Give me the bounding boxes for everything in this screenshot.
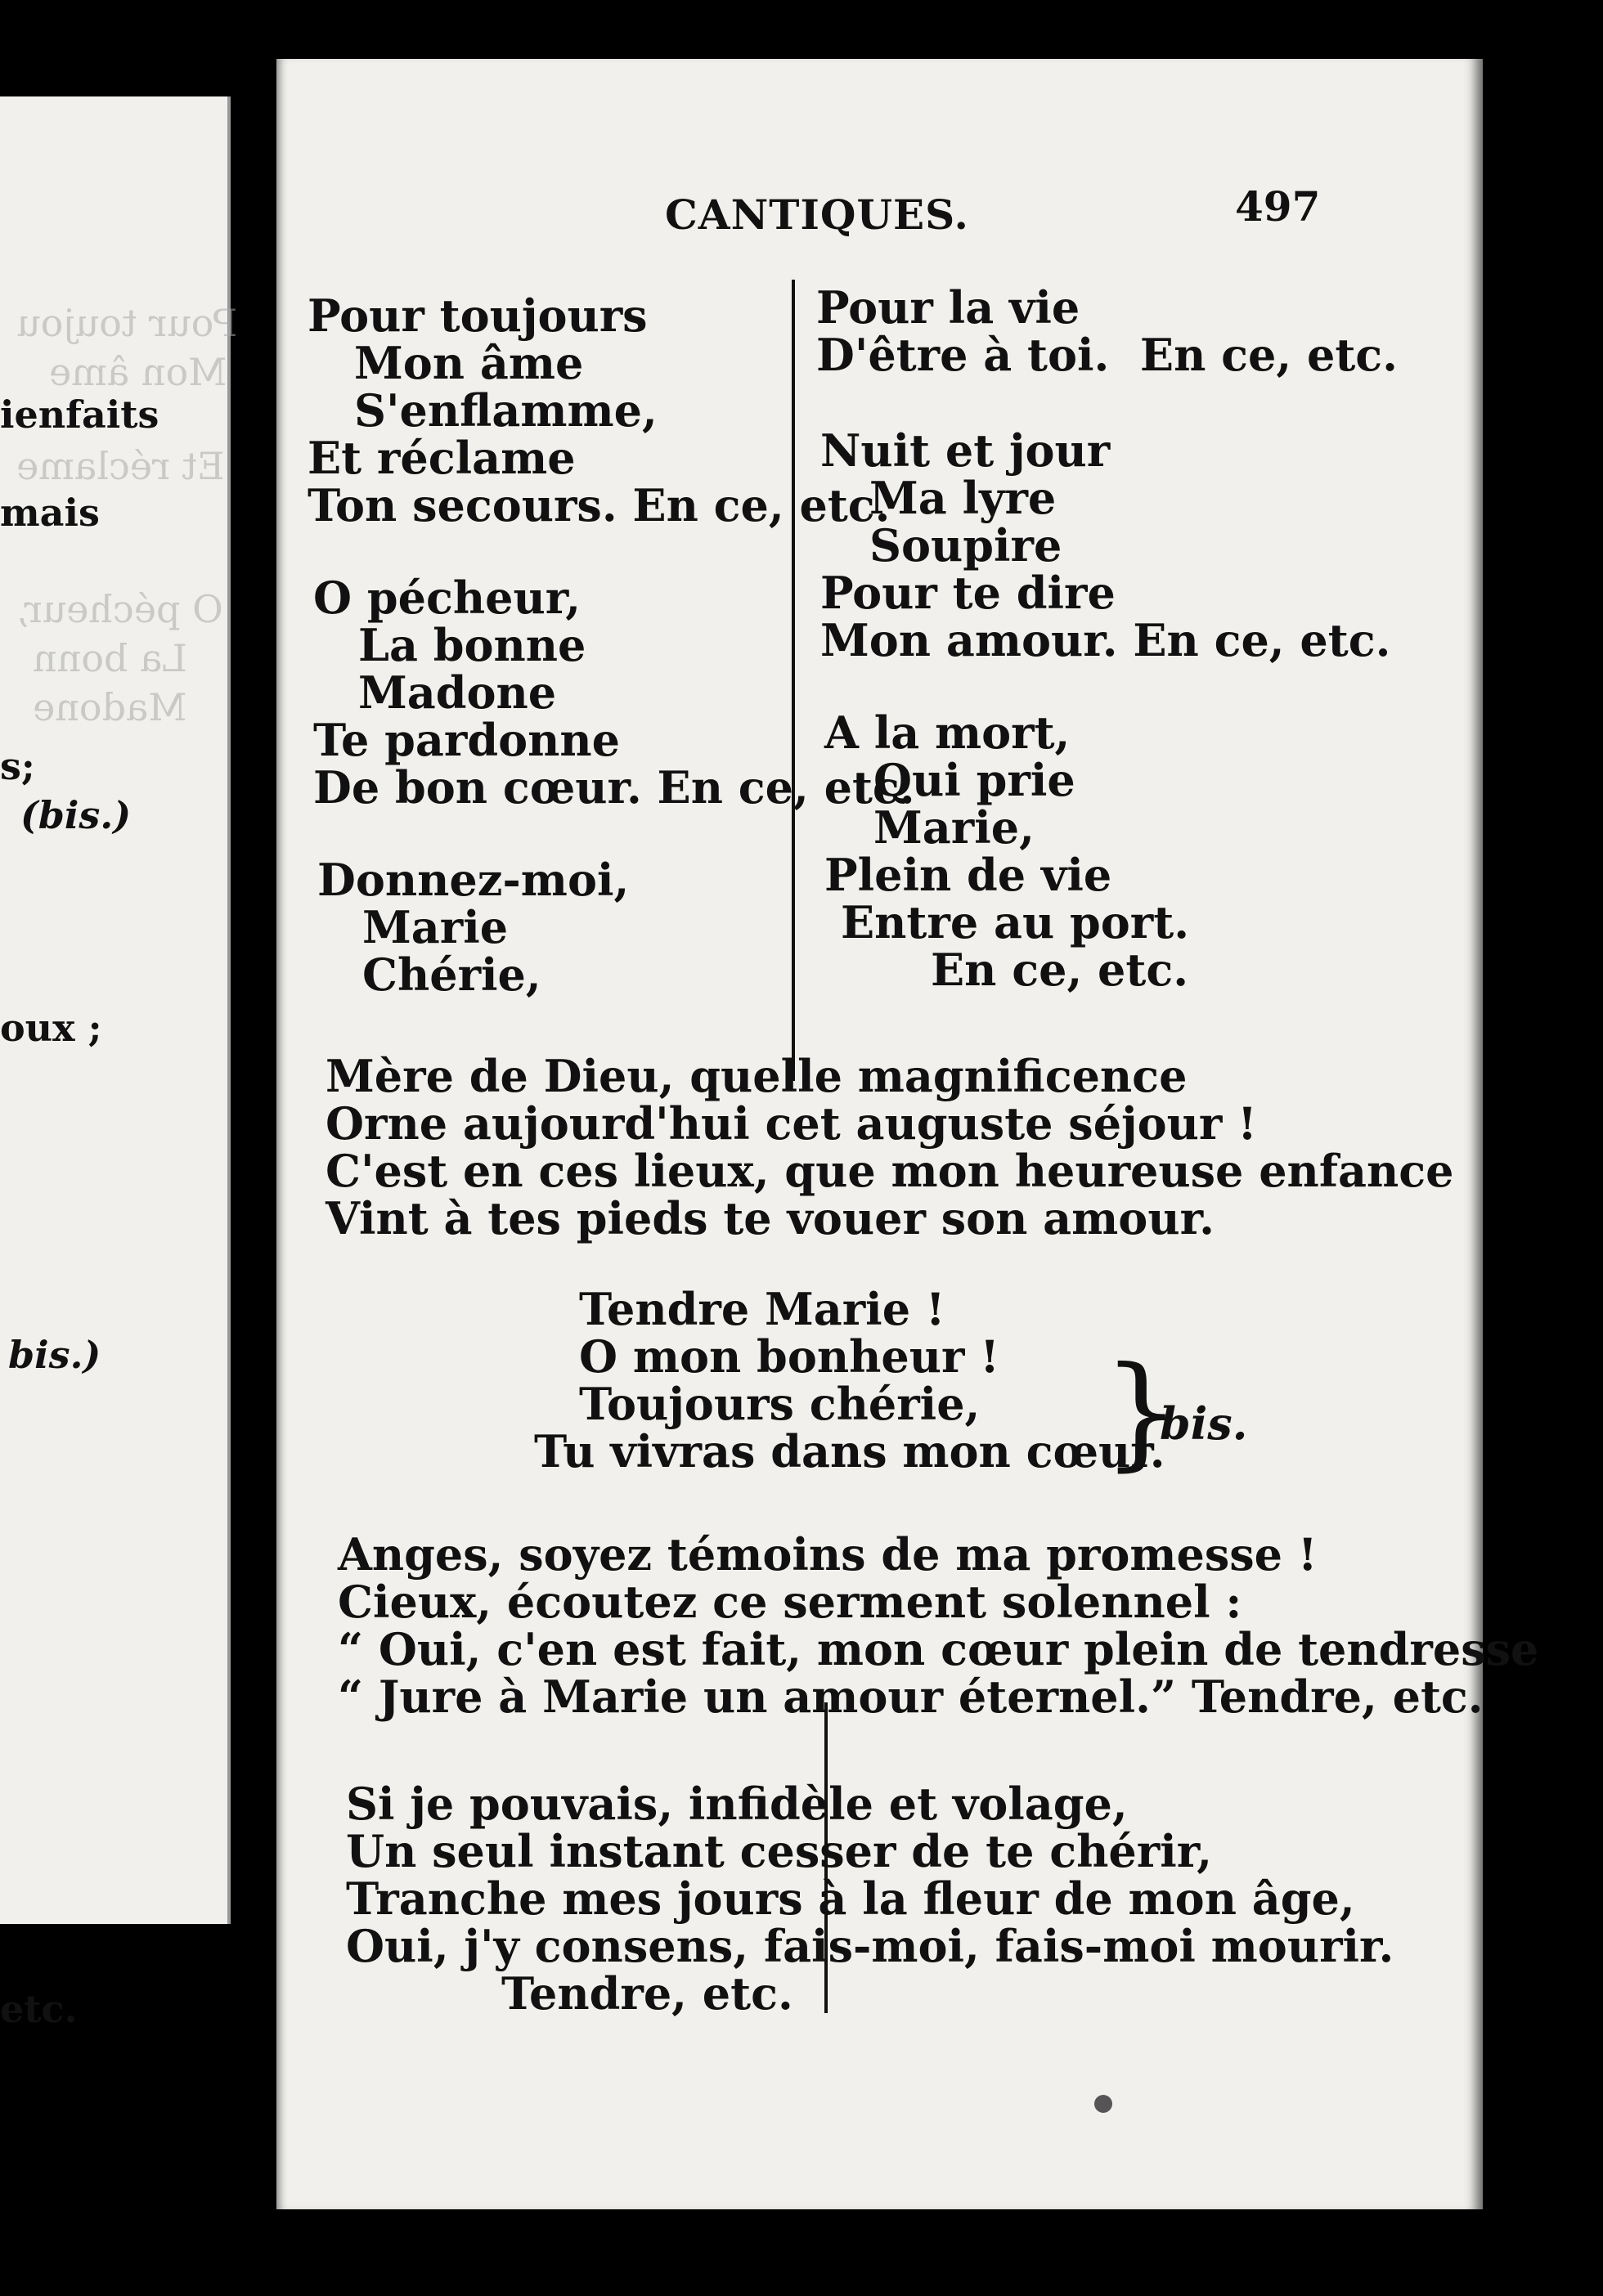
verse-line: C'est en ces lieux, que mon heureuse enfance: [326, 1145, 1454, 1197]
right-page: [276, 59, 1539, 2209]
column-divider-top: [792, 280, 795, 1081]
verse-line: S'enflamme,: [354, 384, 658, 437]
verse-line: Mère de Dieu, quelle magnificence: [326, 1050, 1188, 1102]
verse-line: La bonne: [358, 619, 586, 671]
refrain-line: O mon bonheur !: [579, 1330, 999, 1383]
refrain-bis-label: bis.: [1160, 1397, 1248, 1450]
verse-line: Un seul instant cesser de te chérir,: [346, 1825, 1213, 1877]
verse-line: O pécheur,: [313, 572, 581, 624]
verse-line: Orne aujourd'hui cet auguste séjour !: [326, 1097, 1257, 1150]
left-fragment-8: Madone: [33, 685, 187, 729]
verse-line: Marie,: [873, 801, 1035, 854]
ink-blot: [1094, 2095, 1112, 2113]
verse-line: Anges, soyez témoins de ma promesse !: [338, 1528, 1318, 1581]
verse-line: “ Oui, c'en est fait, mon cœur plein de tendresse: [338, 1623, 1539, 1675]
refrain-line: Toujours chérie,: [579, 1378, 981, 1430]
refrain-line: Tendre Marie !: [579, 1283, 945, 1335]
verse-line: Entre au port.: [841, 896, 1189, 948]
verse-line: Mon amour. En ce, etc.: [820, 614, 1391, 666]
running-header: CANTIQUES.: [665, 191, 969, 239]
verse-line: Madone: [358, 666, 557, 719]
verse-line: D'être à toi. En ce, etc.: [816, 329, 1398, 381]
left-fragment-3: ienfaits: [0, 392, 159, 437]
left-fragment-12: bis.): [8, 1333, 101, 1377]
left-page-fragment: [0, 96, 238, 2031]
verse-line: Tendre, etc.: [501, 1967, 793, 2020]
verse-line: Chérie,: [362, 948, 541, 1001]
left-fragment-7: La bonn: [33, 636, 187, 680]
verse-line: Ton secours. En ce, etc.: [308, 479, 891, 531]
verse-line: Qui prie: [873, 754, 1075, 806]
verse-line: “ Jure à Marie un amour éternel.” Tendre, etc.: [338, 1670, 1484, 1723]
verse-line: En ce, etc.: [931, 944, 1189, 996]
refrain-line: Tu vivras dans mon cœur.: [534, 1425, 1165, 1478]
verse-line: Te pardonne: [313, 714, 620, 766]
verse-line: A la mort,: [824, 706, 1071, 759]
verse-line: Pour toujours: [308, 289, 648, 342]
left-fragment-4: Et réclame: [16, 444, 225, 488]
verse-line: Tranche mes jours à la fleur de mon âge,: [346, 1872, 1355, 1925]
left-fragment-5: mais: [0, 491, 100, 535]
left-fragment-1: Pour toujou: [16, 301, 238, 345]
verse-line: Oui, j'y consens, fais-moi, fais-moi mourir.: [346, 1920, 1394, 1972]
left-fragment-11: oux ;: [0, 1006, 102, 1050]
verse-line: Pour te dire: [820, 567, 1116, 619]
verse-line: Plein de vie: [824, 849, 1112, 901]
verse-line: Marie: [362, 901, 509, 953]
left-fragment-6: O pécheur,: [16, 587, 223, 631]
verse-line: Pour la vie: [816, 281, 1080, 334]
verse-line: Vint à tes pieds te vouer son amour.: [326, 1192, 1215, 1244]
verse-line: Si je pouvais, infidèle et volage,: [346, 1778, 1128, 1830]
verse-line: Ma lyre: [869, 472, 1057, 524]
verse-line: Mon âme: [354, 337, 584, 389]
verse-line: Donnez-moi,: [317, 854, 630, 906]
verse-line: Nuit et jour: [820, 424, 1111, 477]
left-fragment-13: etc.: [0, 1987, 78, 2031]
verse-line: Cieux, écoutez ce serment solennel :: [338, 1576, 1242, 1628]
refrain-brace: }: [1102, 1341, 1181, 1483]
verse-line: De bon cœur. En ce, etc.: [313, 761, 915, 814]
left-fragment-9: s;: [0, 744, 35, 788]
page-number: 497: [1235, 182, 1321, 231]
left-fragment-10: (bis.): [20, 793, 132, 837]
left-fragment-2: Mon âme: [49, 350, 227, 394]
verse-line: Soupire: [869, 519, 1062, 572]
verse-line: Et réclame: [308, 432, 576, 484]
